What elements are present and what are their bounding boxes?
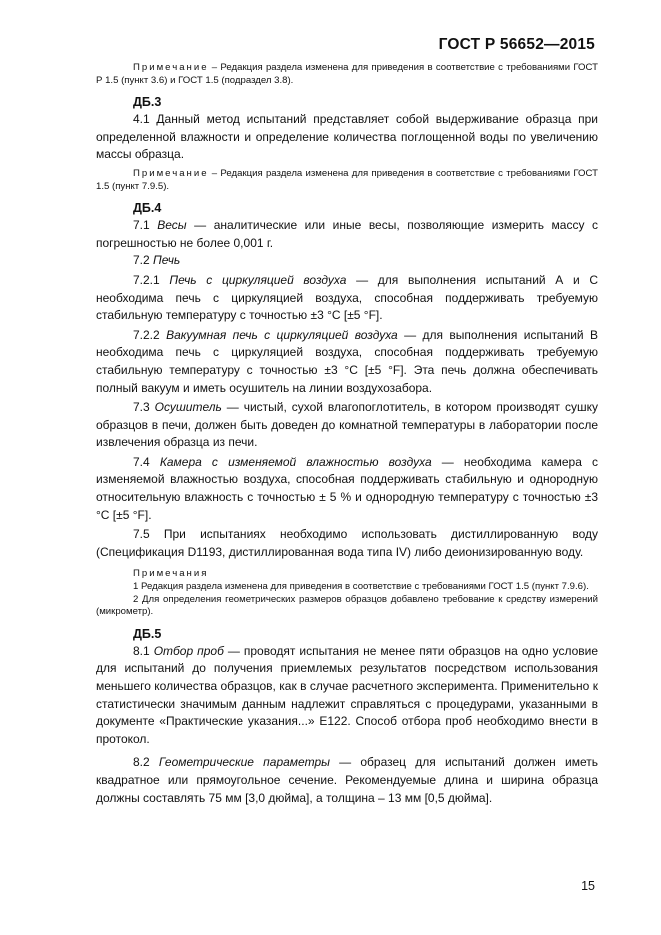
paragraph-7-5: 7.5 При испытаниях необходимо использовать дистиллированную воду (Спецификация D1193, дистиллированная вода типа IV) либо деионизированную воду. bbox=[96, 527, 598, 559]
note-label: Примечание bbox=[133, 167, 209, 179]
clause-number: 7.1 bbox=[133, 218, 158, 233]
paragraph-8-1 bbox=[96, 643, 598, 749]
page-number: 15 bbox=[581, 879, 595, 893]
page-content bbox=[96, 62, 598, 807]
clause-number: 7.4 bbox=[133, 454, 160, 469]
clause-term: Осушитель bbox=[154, 400, 222, 415]
clause-text: — проводят испытания не менее пяти образцов на одно условие для испытаний до получения приемлемых результатов посредством использования меньшего количества образцов, как в случае расчетного эксперимента. Применительно к статистически значимым данным надлежит справляться с процедурами, указанными в документе «Практические указания...» Е122. Способ отбора проб необходимо внести в протокол. bbox=[96, 643, 599, 746]
note-text: – Редакция раздела изменена для приведения в соответствие с требованиями ГОСТ 1.5 (пункт 7.9.5). bbox=[96, 167, 598, 192]
clause-number: 8.1 bbox=[133, 643, 154, 658]
clause-text: — для выполнения испытаний В необходима печь с циркуляцией воздуха, способная поддерживать требуемую стабильную температуру с точностью ±3 °С [±5 °F]. Эта печь должна обеспечивать полный вакуум и иметь осушитель на линии воздухозабора. bbox=[96, 327, 598, 395]
paragraph-4-1: 4.1 Данный метод испытаний представляет собой выдерживание образца при определенной влажности и определение количества поглощенной воды по увеличению массы образца. bbox=[96, 112, 598, 162]
clause-number: 7.2 bbox=[133, 253, 154, 268]
clause-text: — для выполнения испытаний А и С необходима печь с циркуляцией воздуха, способная поддерживать требуемую стабильную температуру с точностью ±3 °С [±5 °F]. bbox=[96, 272, 598, 323]
clause-number: 8.2 bbox=[133, 755, 159, 770]
paragraph-7-1 bbox=[96, 217, 598, 252]
section-heading-db3: ДБ.3 bbox=[133, 95, 162, 110]
clause-text: — образец для испытаний должен иметь квадратное или прямоугольное сечение. Рекомендуемые длина и ширина образца должны составлять 75 мм [3,0 дюйма], а толщина – 13 мм [0,5 дюйма]. bbox=[96, 755, 598, 805]
paragraph-8-2 bbox=[96, 754, 598, 807]
note-item-1: 1 Редакция раздела изменена для приведения в соответствие с требованиями ГОСТ 1.5 (пункт 7.9.6). bbox=[133, 581, 589, 593]
clause-term: Печь с циркуляцией воздуха bbox=[169, 272, 347, 287]
clause-text: — необходима камера с изменяемой влажностью воздуха, способная поддерживать стабильную и однородную относительную влажность с точностью ± 5 % и однородную температуру с точностью ±3 °С [±5 °F]. bbox=[96, 454, 599, 522]
section-heading-db4: ДБ.4 bbox=[133, 201, 162, 216]
note-editorial-2 bbox=[96, 168, 598, 193]
clause-text: — чистый, сухой влагопоглотитель, в котором производят сушку образцов в печи, должен быть доведен до комнатной температуры в лаборатории после извлечения образца из печи. bbox=[96, 400, 599, 450]
clause-term: Камера с изменяемой влажностью воздуха bbox=[159, 454, 432, 469]
paragraph-7-2-2 bbox=[96, 327, 598, 397]
paragraph-7-2-1 bbox=[96, 272, 598, 325]
clause-number: 7.3 bbox=[133, 400, 155, 415]
notes-title: Примечания bbox=[133, 568, 209, 580]
note-label: Примечание bbox=[133, 62, 209, 73]
paragraph-7-4 bbox=[96, 454, 598, 524]
clause-term: Геометрические параметры bbox=[158, 755, 330, 770]
clause-number: 7.2.1 bbox=[133, 272, 170, 287]
paragraph-7-2 bbox=[96, 252, 598, 270]
document-id: ГОСТ Р 56652—2015 bbox=[438, 36, 595, 53]
note-editorial-1 bbox=[96, 62, 598, 87]
clause-term: Весы bbox=[157, 218, 187, 233]
clause-text: — аналитические или иные весы, позволяющие измерить массу с погрешностью не более 0,001 г. bbox=[96, 218, 599, 250]
section-heading-db5: ДБ.5 bbox=[133, 626, 162, 641]
clause-number: 7.2.2 bbox=[133, 327, 167, 342]
clause-term: Отбор проб bbox=[153, 643, 224, 658]
clause-term: Вакуумная печь с циркуляцией воздуха bbox=[166, 327, 398, 342]
note-text: – Редакция раздела изменена для приведения в соответствие с требованиями ГОСТ Р 1.5 (пункт 3.6) и ГОСТ 1.5 (подраздел 3.8). bbox=[96, 62, 598, 86]
clause-term: Печь bbox=[153, 253, 181, 268]
paragraph-7-3 bbox=[96, 399, 598, 452]
note-item-2: 2 Для определения геометрических размеров образцов добавлено требование к средству измерений (микрометр). bbox=[96, 593, 598, 618]
